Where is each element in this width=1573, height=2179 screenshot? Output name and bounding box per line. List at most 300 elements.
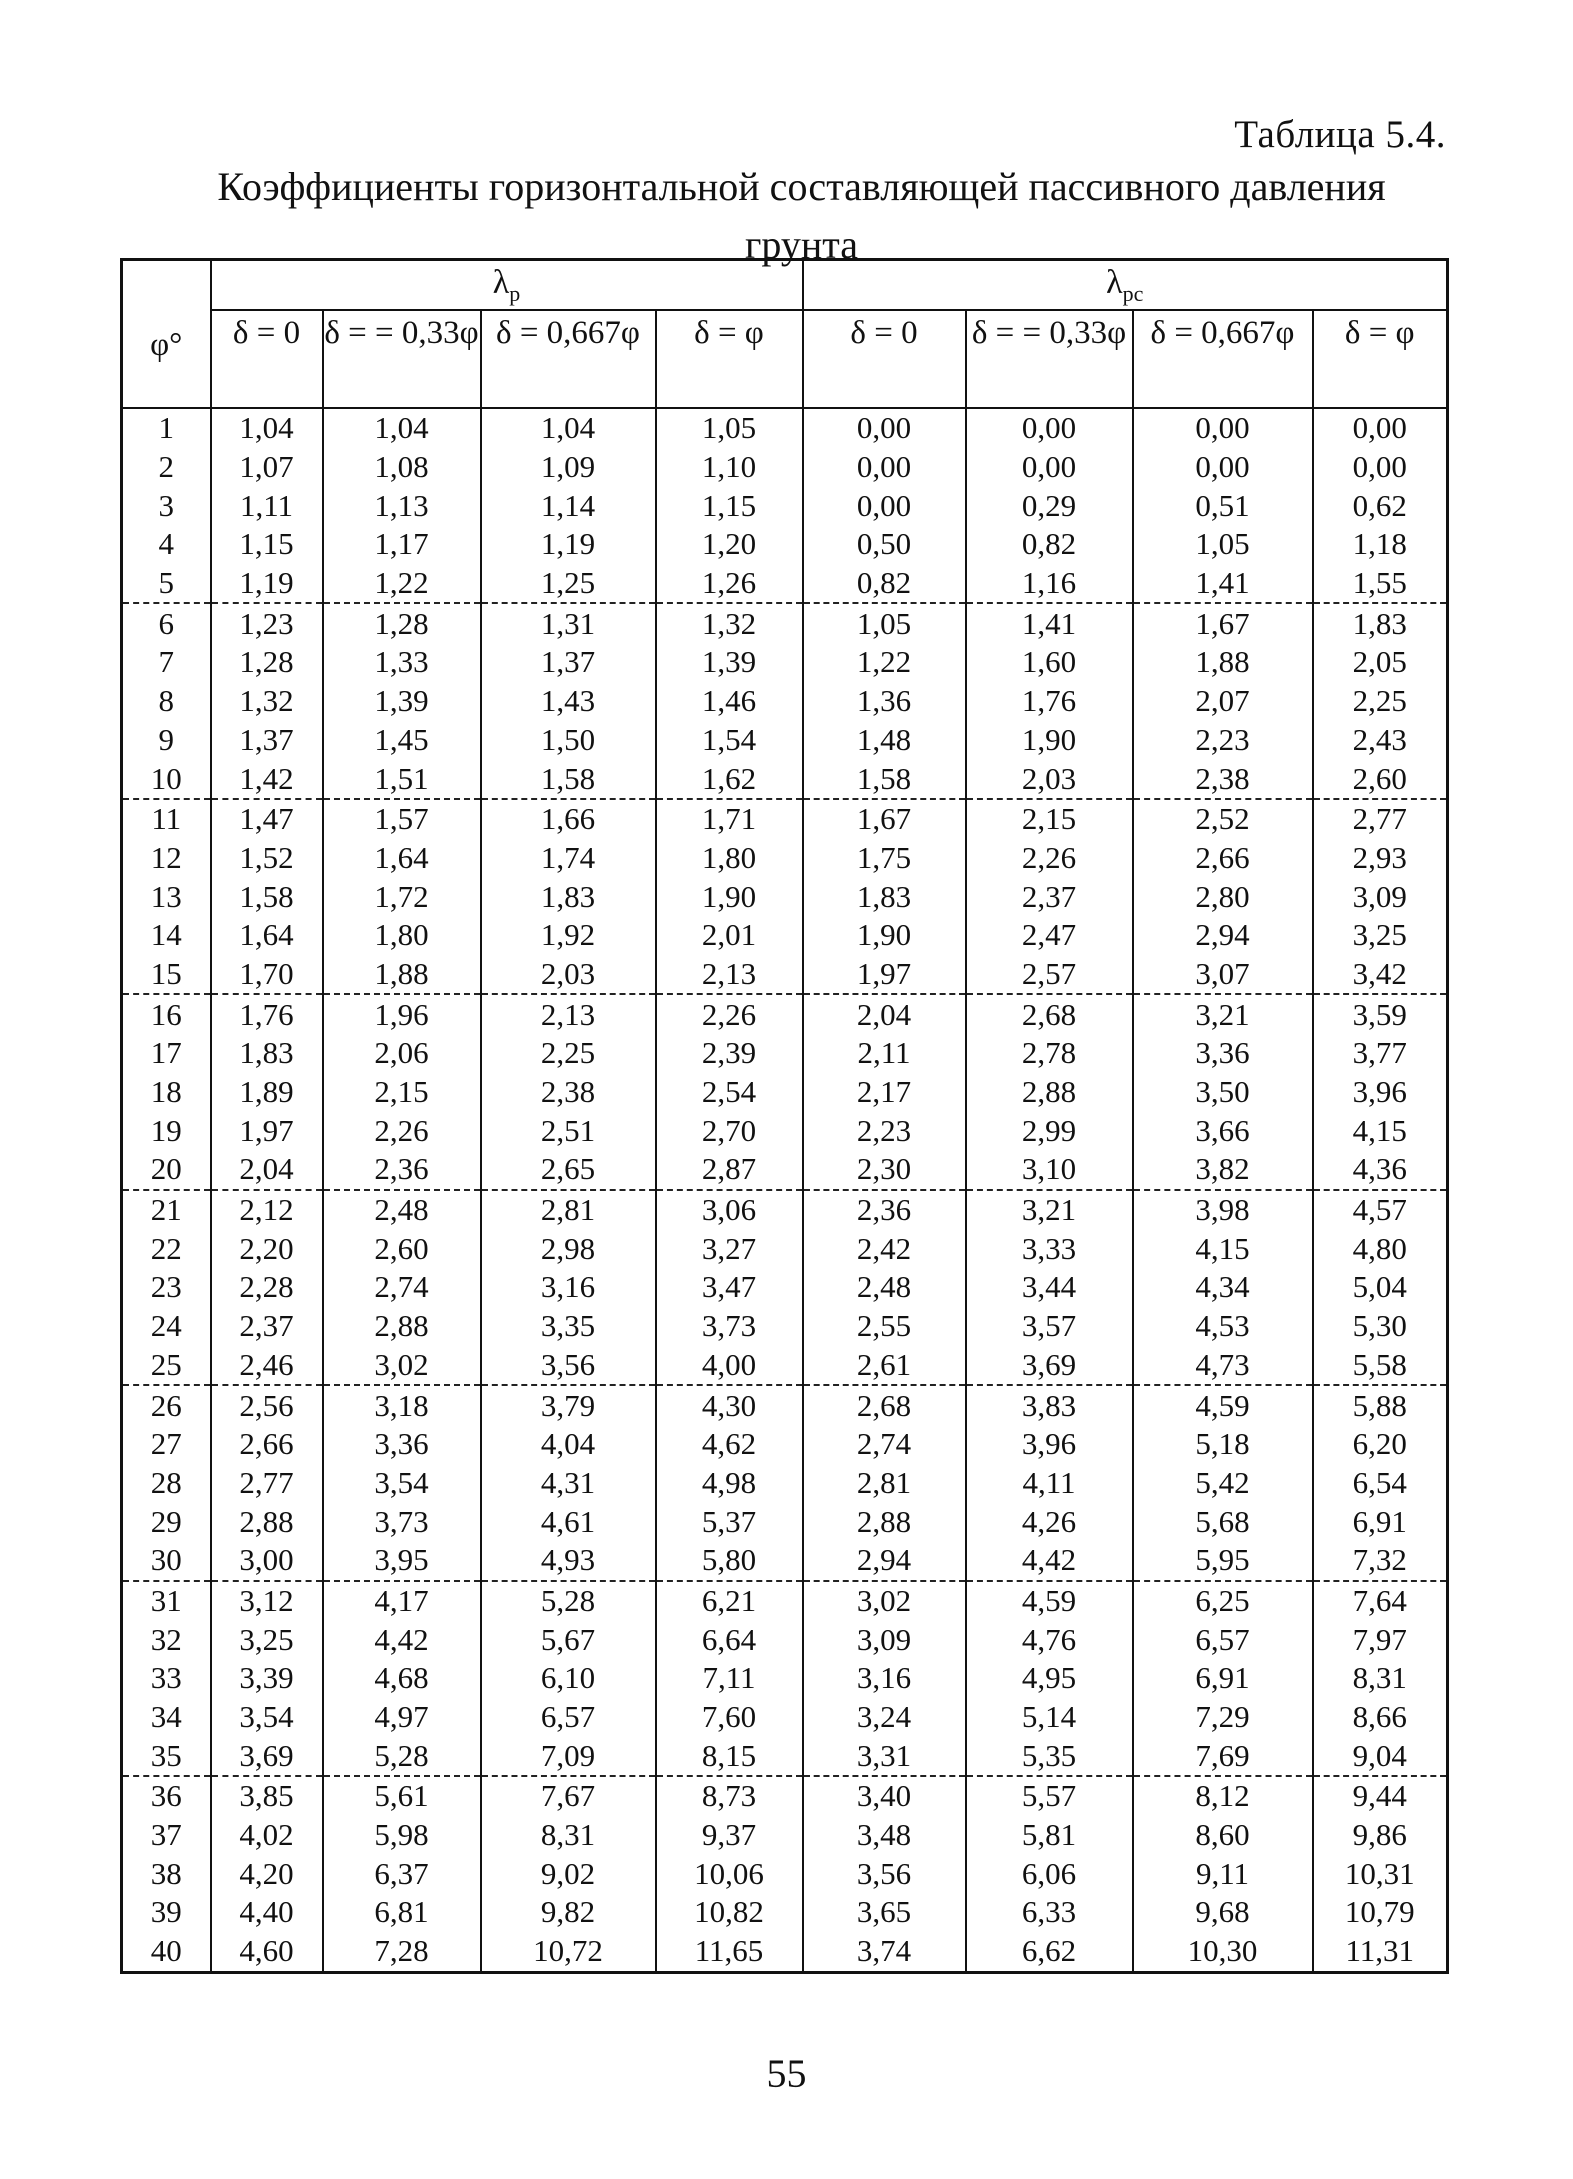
phi-cell: 20 [122,1150,211,1190]
value-cell: 3,21 [1133,994,1313,1034]
phi-cell: 33 [122,1659,211,1698]
value-cell: 10,79 [1313,1893,1448,1932]
phi-cell: 16 [122,994,211,1034]
value-cell: 2,77 [1313,799,1448,839]
value-cell: 8,15 [656,1736,803,1776]
table-row [122,759,1448,799]
value-cell: 4,36 [1313,1150,1448,1190]
value-cell: 7,67 [481,1776,656,1816]
value-cell: 1,67 [1133,603,1313,643]
value-cell: 5,14 [966,1698,1133,1737]
table-row [122,643,1448,682]
table-body [122,408,1448,1972]
subheader-cell: δ = 0 [803,310,966,408]
value-cell: 2,54 [656,1073,803,1112]
value-cell: 5,81 [966,1816,1133,1855]
table-row [122,1698,1448,1737]
value-cell: 3,18 [323,1385,481,1425]
phi-cell: 11 [122,799,211,839]
value-cell: 6,33 [966,1893,1133,1932]
value-cell: 3,73 [323,1502,481,1541]
value-cell: 2,01 [656,916,803,955]
value-cell: 3,07 [1133,955,1313,995]
value-cell: 3,27 [656,1229,803,1268]
value-cell: 2,48 [323,1190,481,1230]
value-cell: 4,30 [656,1385,803,1425]
value-cell: 3,21 [966,1190,1133,1230]
value-cell: 3,54 [323,1464,481,1503]
phi-cell: 26 [122,1385,211,1425]
value-cell: 1,58 [803,759,966,799]
value-cell: 1,13 [323,486,481,525]
value-cell: 1,37 [211,721,323,760]
value-cell: 5,04 [1313,1268,1448,1307]
value-cell: 1,74 [481,839,656,878]
value-cell: 2,56 [211,1385,323,1425]
value-cell: 0,00 [803,486,966,525]
value-cell: 3,16 [481,1268,656,1307]
value-cell: 2,57 [966,955,1133,995]
phi-cell: 23 [122,1268,211,1307]
table-row [122,1034,1448,1073]
phi-cell: 3 [122,486,211,525]
value-cell: 4,34 [1133,1268,1313,1307]
value-cell: 2,15 [966,799,1133,839]
phi-cell: 4 [122,525,211,564]
value-cell: 3,96 [1313,1073,1448,1112]
value-cell: 7,60 [656,1698,803,1737]
value-cell: 1,76 [211,994,323,1034]
value-cell: 1,07 [211,448,323,487]
value-cell: 4,53 [1133,1307,1313,1346]
value-cell: 2,23 [803,1111,966,1150]
value-cell: 1,64 [323,839,481,878]
value-cell: 2,74 [803,1425,966,1464]
value-cell: 5,35 [966,1736,1133,1776]
value-cell: 9,86 [1313,1816,1448,1855]
value-cell: 10,72 [481,1932,656,1972]
value-cell: 7,69 [1133,1736,1313,1776]
phi-cell: 19 [122,1111,211,1150]
subheader-row [122,310,1448,408]
phi-cell: 5 [122,564,211,604]
value-cell: 3,69 [211,1736,323,1776]
value-cell: 1,32 [211,682,323,721]
value-cell: 3,42 [1313,955,1448,995]
lambda-pc-header: $\lambda_{pc}$ [803,260,1448,311]
value-cell: 3,35 [481,1307,656,1346]
value-cell: 2,26 [656,994,803,1034]
value-cell: 2,74 [323,1268,481,1307]
value-cell: 1,16 [966,564,1133,604]
value-cell: 3,47 [656,1268,803,1307]
value-cell: 3,48 [803,1816,966,1855]
value-cell: 0,82 [966,525,1133,564]
value-cell: 1,47 [211,799,323,839]
value-cell: 1,54 [656,721,803,760]
phi-cell: 28 [122,1464,211,1503]
value-cell: 2,88 [323,1307,481,1346]
phi-cell: 8 [122,682,211,721]
subheader-cell: δ = φ [656,310,803,408]
value-cell: 9,11 [1133,1854,1313,1893]
value-cell: 4,95 [966,1659,1133,1698]
value-cell: 4,59 [966,1581,1133,1621]
value-cell: 1,92 [481,916,656,955]
value-cell: 2,26 [966,839,1133,878]
value-cell: 1,11 [211,486,323,525]
value-cell: 10,82 [656,1893,803,1932]
value-cell: 2,38 [481,1073,656,1112]
value-cell: 1,60 [966,643,1133,682]
value-cell: 2,66 [1133,839,1313,878]
value-cell: 3,00 [211,1541,323,1581]
value-cell: 8,73 [656,1776,803,1816]
value-cell: 1,71 [656,799,803,839]
phi-cell: 6 [122,603,211,643]
value-cell: 1,45 [323,721,481,760]
table-row [122,1932,1448,1972]
table-row [122,525,1448,564]
value-cell: 2,37 [211,1307,323,1346]
value-cell: 7,28 [323,1932,481,1972]
value-cell: 6,25 [1133,1581,1313,1621]
value-cell: 3,73 [656,1307,803,1346]
table-row [122,1346,1448,1386]
value-cell: 2,07 [1133,682,1313,721]
value-cell: 1,83 [481,877,656,916]
phi-cell: 24 [122,1307,211,1346]
phi-cell: 35 [122,1736,211,1776]
value-cell: 1,05 [803,603,966,643]
subheader-cell: δ = 0,667φ [481,310,656,408]
value-cell: 3,09 [803,1620,966,1659]
value-cell: 2,37 [966,877,1133,916]
table-row [122,1229,1448,1268]
value-cell: 1,08 [323,448,481,487]
page-number: 55 [766,2051,807,2096]
value-cell: 4,00 [656,1346,803,1386]
value-cell: 0,00 [966,448,1133,487]
value-cell: 2,38 [1133,759,1313,799]
value-cell: 3,36 [1133,1034,1313,1073]
value-cell: 0,00 [966,408,1133,448]
value-cell: 5,98 [323,1816,481,1855]
value-cell: 6,91 [1133,1659,1313,1698]
value-cell: 2,05 [1313,643,1448,682]
value-cell: 2,11 [803,1034,966,1073]
value-cell: 4,02 [211,1816,323,1855]
value-cell: 2,88 [803,1502,966,1541]
value-cell: 9,44 [1313,1776,1448,1816]
value-cell: 1,22 [323,564,481,604]
value-cell: 2,66 [211,1425,323,1464]
table-row [122,877,1448,916]
value-cell: 1,15 [656,486,803,525]
phi-cell: 30 [122,1541,211,1581]
value-cell: 2,81 [481,1190,656,1230]
value-cell: 3,40 [803,1776,966,1816]
value-cell: 2,51 [481,1111,656,1150]
table-row [122,994,1448,1034]
value-cell: 1,19 [211,564,323,604]
phi-cell: 31 [122,1581,211,1621]
value-cell: 9,02 [481,1854,656,1893]
value-cell: 3,36 [323,1425,481,1464]
value-cell: 6,57 [481,1698,656,1737]
value-cell: 4,68 [323,1659,481,1698]
value-cell: 1,62 [656,759,803,799]
value-cell: 8,60 [1133,1816,1313,1855]
value-cell: 10,31 [1313,1854,1448,1893]
value-cell: 1,58 [481,759,656,799]
value-cell: 1,19 [481,525,656,564]
phi-cell: 27 [122,1425,211,1464]
value-cell: 1,46 [656,682,803,721]
value-cell: 1,28 [323,603,481,643]
value-cell: 3,02 [803,1581,966,1621]
phi-cell: 21 [122,1190,211,1230]
value-cell: 6,81 [323,1893,481,1932]
value-cell: 6,10 [481,1659,656,1698]
value-cell: 2,98 [481,1229,656,1268]
value-cell: 2,46 [211,1346,323,1386]
value-cell: 1,52 [211,839,323,878]
value-cell: 5,80 [656,1541,803,1581]
value-cell: 4,93 [481,1541,656,1581]
value-cell: 0,51 [1133,486,1313,525]
value-cell: 2,99 [966,1111,1133,1150]
phi-cell: 13 [122,877,211,916]
value-cell: 1,31 [481,603,656,643]
value-cell: 1,18 [1313,525,1448,564]
phi-cell: 40 [122,1932,211,1972]
table-row [122,682,1448,721]
value-cell: 3,44 [966,1268,1133,1307]
table-row [122,839,1448,878]
phi-cell: 32 [122,1620,211,1659]
value-cell: 3,56 [803,1854,966,1893]
value-cell: 1,23 [211,603,323,643]
value-cell: 3,57 [966,1307,1133,1346]
value-cell: 6,06 [966,1854,1133,1893]
value-cell: 3,69 [966,1346,1133,1386]
value-cell: 8,12 [1133,1776,1313,1816]
value-cell: 7,29 [1133,1698,1313,1737]
value-cell: 0,82 [803,564,966,604]
value-cell: 5,61 [323,1776,481,1816]
value-cell: 1,76 [966,682,1133,721]
lambda-p-header: $\lambda_p$ [211,260,803,311]
value-cell: 0,00 [1133,448,1313,487]
value-cell: 1,33 [323,643,481,682]
value-cell: 0,00 [803,408,966,448]
value-cell: 4,15 [1313,1111,1448,1150]
value-cell: 2,68 [966,994,1133,1034]
value-cell: 4,42 [966,1541,1133,1581]
value-cell: 1,42 [211,759,323,799]
value-cell: 8,31 [481,1816,656,1855]
value-cell: 2,80 [1133,877,1313,916]
value-cell: 1,04 [211,408,323,448]
value-cell: 7,32 [1313,1541,1448,1581]
value-cell: 1,37 [481,643,656,682]
table-row [122,564,1448,604]
value-cell: 1,25 [481,564,656,604]
table-row [122,1190,1448,1230]
value-cell: 2,47 [966,916,1133,955]
value-cell: 4,59 [1133,1385,1313,1425]
value-cell: 3,65 [803,1893,966,1932]
value-cell: 5,88 [1313,1385,1448,1425]
value-cell: 6,62 [966,1932,1133,1972]
value-cell: 2,15 [323,1073,481,1112]
value-cell: 4,97 [323,1698,481,1737]
subheader-cell: δ = = 0,33φ [323,310,481,408]
value-cell: 0,62 [1313,486,1448,525]
value-cell: 2,12 [211,1190,323,1230]
value-cell: 3,85 [211,1776,323,1816]
value-cell: 3,33 [966,1229,1133,1268]
value-cell: 6,54 [1313,1464,1448,1503]
value-cell: 5,18 [1133,1425,1313,1464]
table-row [122,1425,1448,1464]
value-cell: 1,66 [481,799,656,839]
table-row [122,1307,1448,1346]
phi-cell: 39 [122,1893,211,1932]
value-cell: 2,55 [803,1307,966,1346]
value-cell: 5,58 [1313,1346,1448,1386]
value-cell: 10,30 [1133,1932,1313,1972]
phi-cell: 29 [122,1502,211,1541]
value-cell: 1,90 [656,877,803,916]
table-row [122,1464,1448,1503]
value-cell: 1,09 [481,448,656,487]
value-cell: 2,42 [803,1229,966,1268]
value-cell: 4,73 [1133,1346,1313,1386]
value-cell: 1,05 [1133,525,1313,564]
table-row [122,408,1448,448]
value-cell: 1,14 [481,486,656,525]
value-cell: 4,15 [1133,1229,1313,1268]
value-cell: 1,90 [803,916,966,955]
value-cell: 1,32 [656,603,803,643]
value-cell: 3,83 [966,1385,1133,1425]
phi-cell: 18 [122,1073,211,1112]
phi-cell: 10 [122,759,211,799]
table-row [122,1854,1448,1893]
value-cell: 2,65 [481,1150,656,1190]
value-cell: 7,97 [1313,1620,1448,1659]
value-cell: 2,03 [966,759,1133,799]
phi-cell: 2 [122,448,211,487]
value-cell: 3,25 [1313,916,1448,955]
phi-cell: 12 [122,839,211,878]
value-cell: 1,39 [656,643,803,682]
value-cell: 3,66 [1133,1111,1313,1150]
value-cell: 9,68 [1133,1893,1313,1932]
value-cell: 1,17 [323,525,481,564]
value-cell: 6,57 [1133,1620,1313,1659]
value-cell: 2,20 [211,1229,323,1268]
table-row [122,486,1448,525]
phi-cell: 17 [122,1034,211,1073]
value-cell: 1,97 [803,955,966,995]
table-row [122,1776,1448,1816]
value-cell: 1,41 [1133,564,1313,604]
value-cell: 3,77 [1313,1034,1448,1073]
value-cell: 2,93 [1313,839,1448,878]
subheader-cell: δ = 0 [211,310,323,408]
value-cell: 4,42 [323,1620,481,1659]
table-row [122,1385,1448,1425]
value-cell: 1,67 [803,799,966,839]
subheader-cell: δ = 0,667φ [1133,310,1313,408]
value-cell: 11,31 [1313,1932,1448,1972]
value-cell: 4,57 [1313,1190,1448,1230]
value-cell: 6,91 [1313,1502,1448,1541]
value-cell: 2,61 [803,1346,966,1386]
value-cell: 2,17 [803,1073,966,1112]
value-cell: 2,60 [323,1229,481,1268]
value-cell: 3,39 [211,1659,323,1698]
value-cell: 5,95 [1133,1541,1313,1581]
subheader-cell: δ = φ [1313,310,1448,408]
table-row [122,1268,1448,1307]
value-cell: 2,78 [966,1034,1133,1073]
value-cell: 0,00 [1313,448,1448,487]
value-cell: 3,10 [966,1150,1133,1190]
value-cell: 1,70 [211,955,323,995]
value-cell: 2,36 [803,1190,966,1230]
table-title-line-1: Коэффициенты горизонтальной составляющей пассивного давления [217,164,1386,209]
value-cell: 3,25 [211,1620,323,1659]
value-cell: 1,55 [1313,564,1448,604]
value-cell: 3,24 [803,1698,966,1737]
value-cell: 7,09 [481,1736,656,1776]
phi-cell: 34 [122,1698,211,1737]
value-cell: 3,96 [966,1425,1133,1464]
value-cell: 9,37 [656,1816,803,1855]
phi-cell: 15 [122,955,211,995]
value-cell: 5,30 [1313,1307,1448,1346]
value-cell: 1,89 [211,1073,323,1112]
value-cell: 4,31 [481,1464,656,1503]
value-cell: 4,04 [481,1425,656,1464]
value-cell: 4,61 [481,1502,656,1541]
value-cell: 2,60 [1313,759,1448,799]
value-cell: 3,59 [1313,994,1448,1034]
value-cell: 0,00 [1313,408,1448,448]
value-cell: 2,13 [481,994,656,1034]
table-row [122,1816,1448,1855]
subheader-cell: δ = = 0,33φ [966,310,1133,408]
value-cell: 1,96 [323,994,481,1034]
value-cell: 1,04 [323,408,481,448]
value-cell: 11,65 [656,1932,803,1972]
value-cell: 1,80 [656,839,803,878]
value-cell: 1,90 [966,721,1133,760]
value-cell: 3,06 [656,1190,803,1230]
value-cell: 0,00 [803,448,966,487]
value-cell: 1,75 [803,839,966,878]
value-cell: 4,26 [966,1502,1133,1541]
value-cell: 1,05 [656,408,803,448]
table-row [122,1541,1448,1581]
value-cell: 1,04 [481,408,656,448]
value-cell: 2,25 [1313,682,1448,721]
value-cell: 7,11 [656,1659,803,1698]
